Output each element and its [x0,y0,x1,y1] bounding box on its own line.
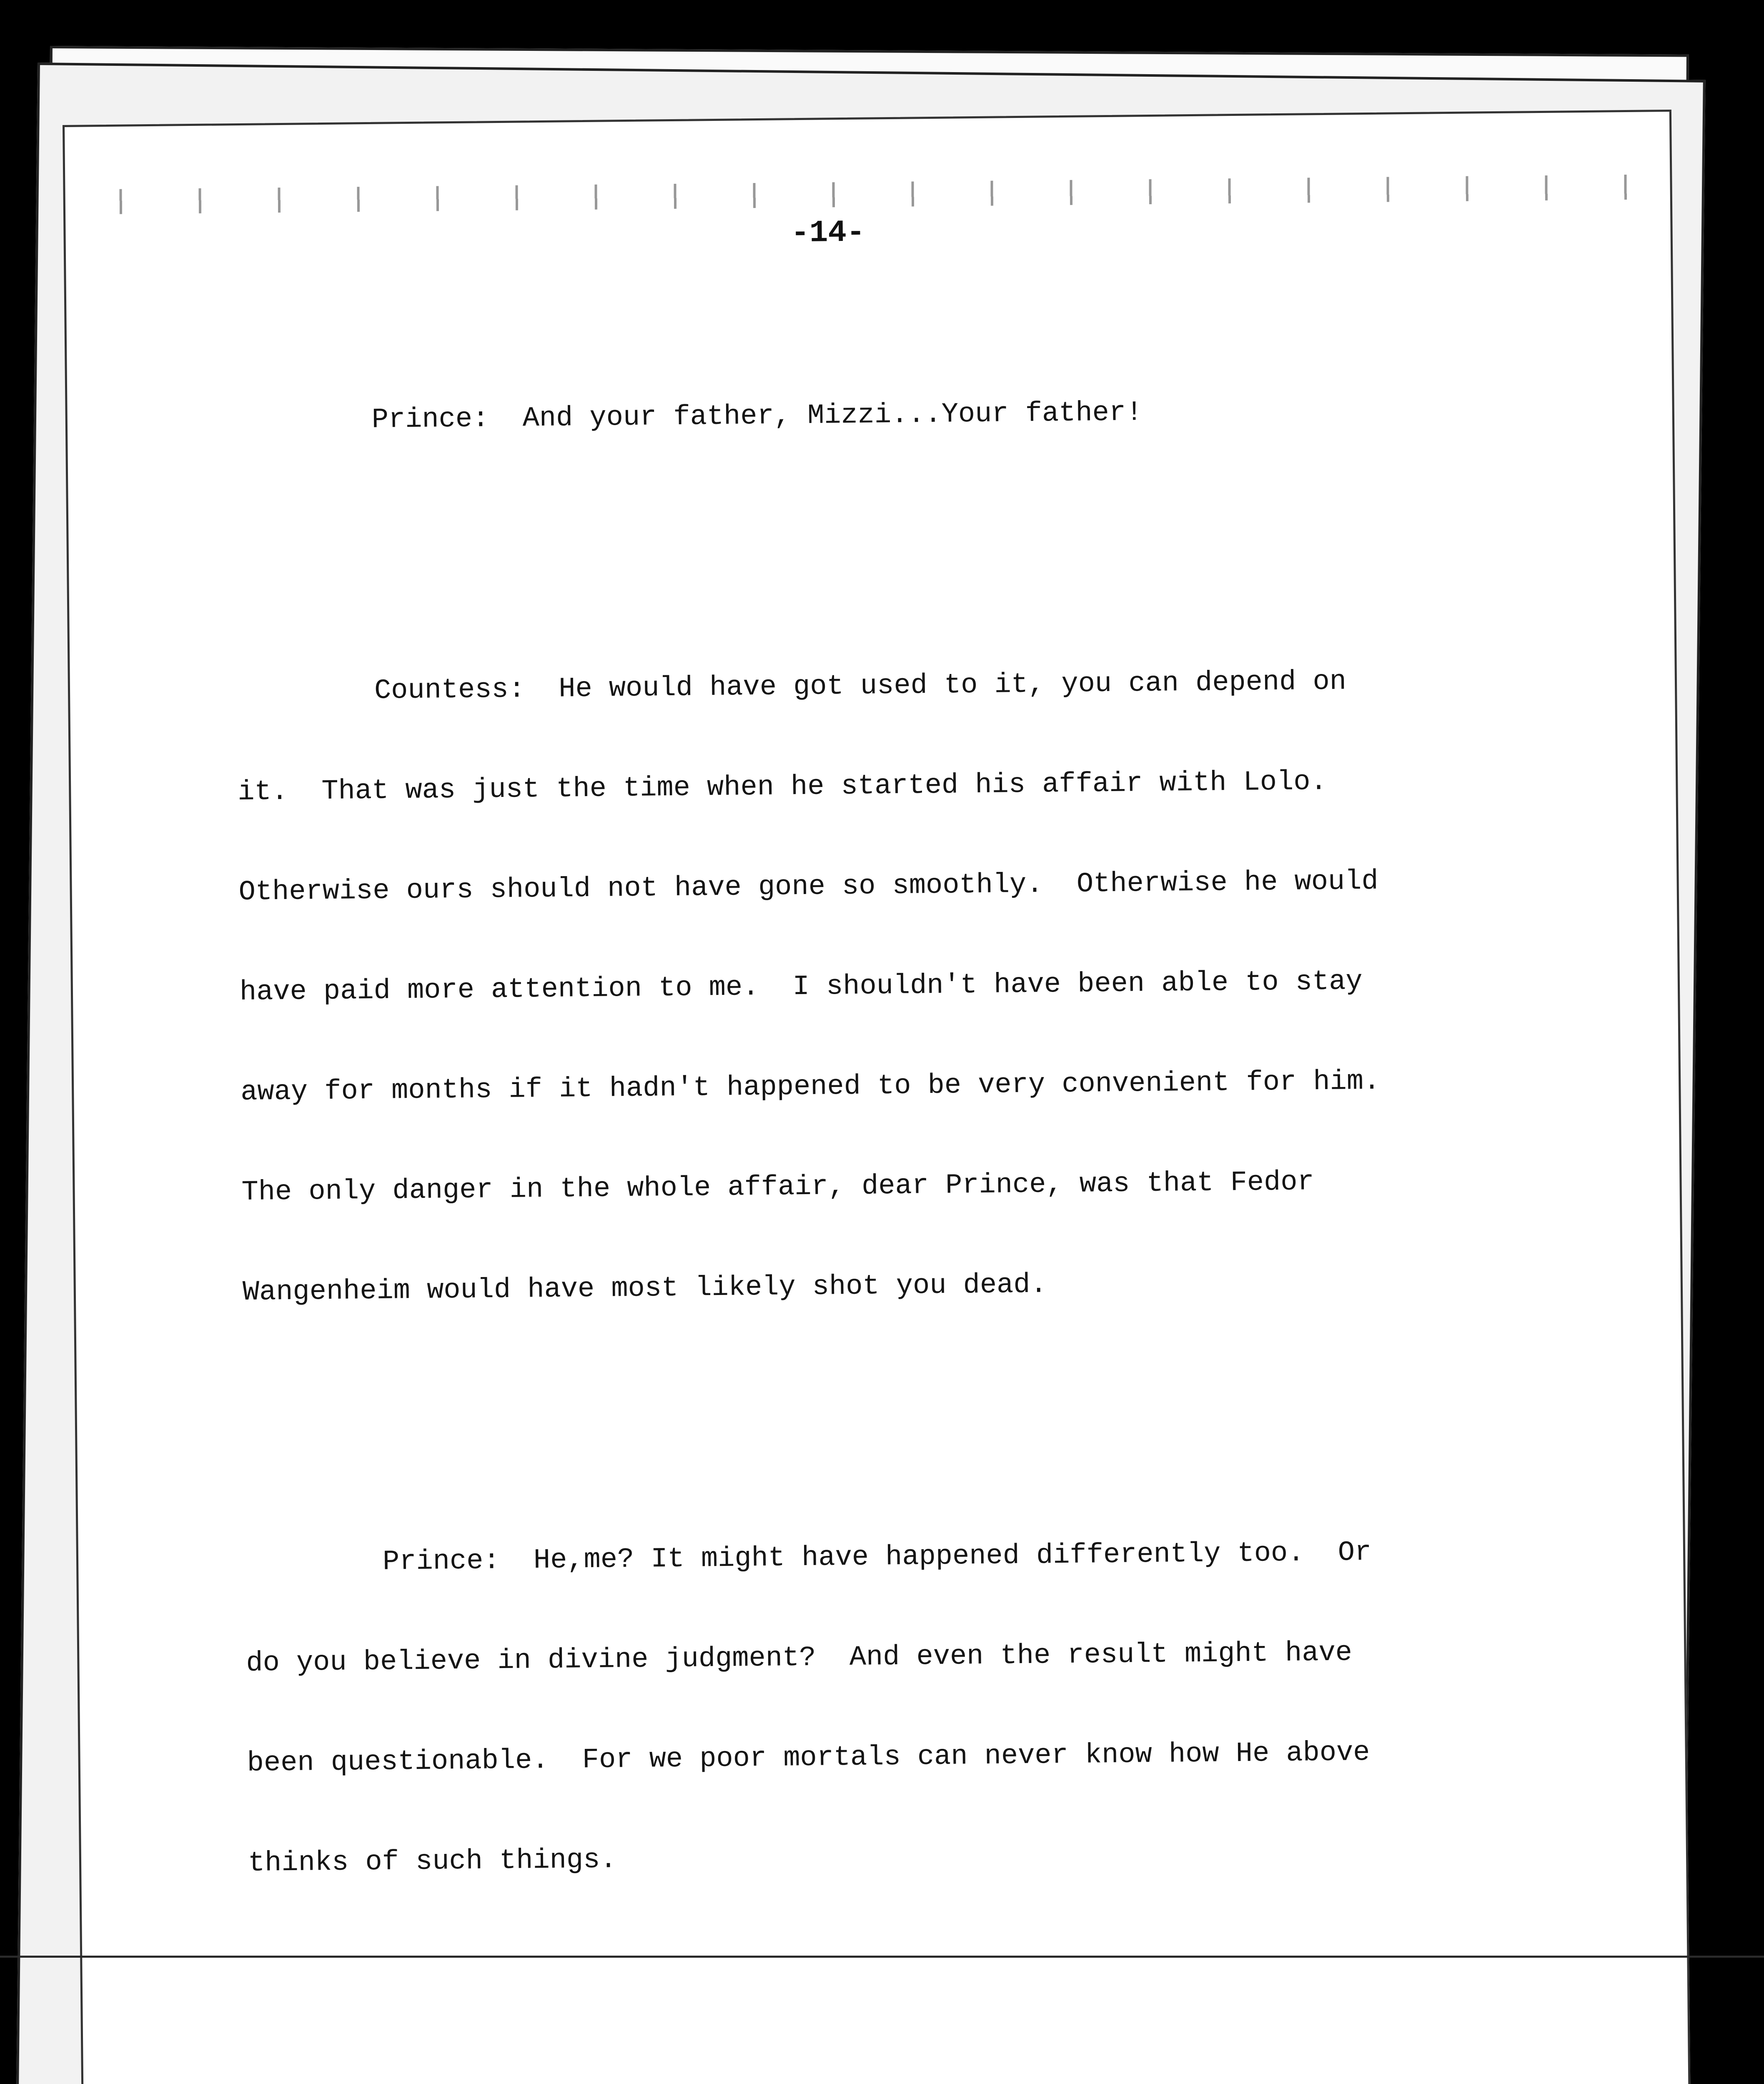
page-number: -14- [791,215,865,251]
text-line: have paid more attention to me. I shouldn't have been able to stay [239,966,1363,1009]
text-line: The only danger in the whole affair, dear Prince, was that Fedor [241,1166,1315,1208]
punch-marks [90,175,1645,215]
text-line: it. That was just the time when he started his affair with Lolo. [238,766,1328,809]
text-line: Prince: He,me? It might have happened differently too. Or [382,1537,1372,1578]
paragraph-4 [250,2038,1644,2084]
text-line: away for months if it hadn't happened to be very convenient for him. [240,1065,1381,1109]
paragraph-2 [236,596,1636,1376]
typescript-body [233,258,1689,2084]
text-line: do you believe in divine judgment? And even the result might have [246,1637,1353,1679]
text-line: Prince: And your father, Mizzi...Your father! [371,397,1143,436]
text-line: Countess: He would have got used to it, you can depend on [374,666,1347,707]
text-line: thinks of such things. [248,1844,617,1879]
text-line: Otherwise ours should not have gone so smoothly. Otherwise he would [238,865,1378,909]
paragraph-3 [244,1467,1641,1947]
typed-page [63,110,1693,2084]
text-line: been questionable. For we poor mortals can never know how He above [247,1737,1370,1779]
paragraph-1 [233,325,1627,505]
scan-fold-line [0,1956,1764,1958]
text-line: Wangenheim would have most likely shot you dead. [242,1269,1047,1308]
